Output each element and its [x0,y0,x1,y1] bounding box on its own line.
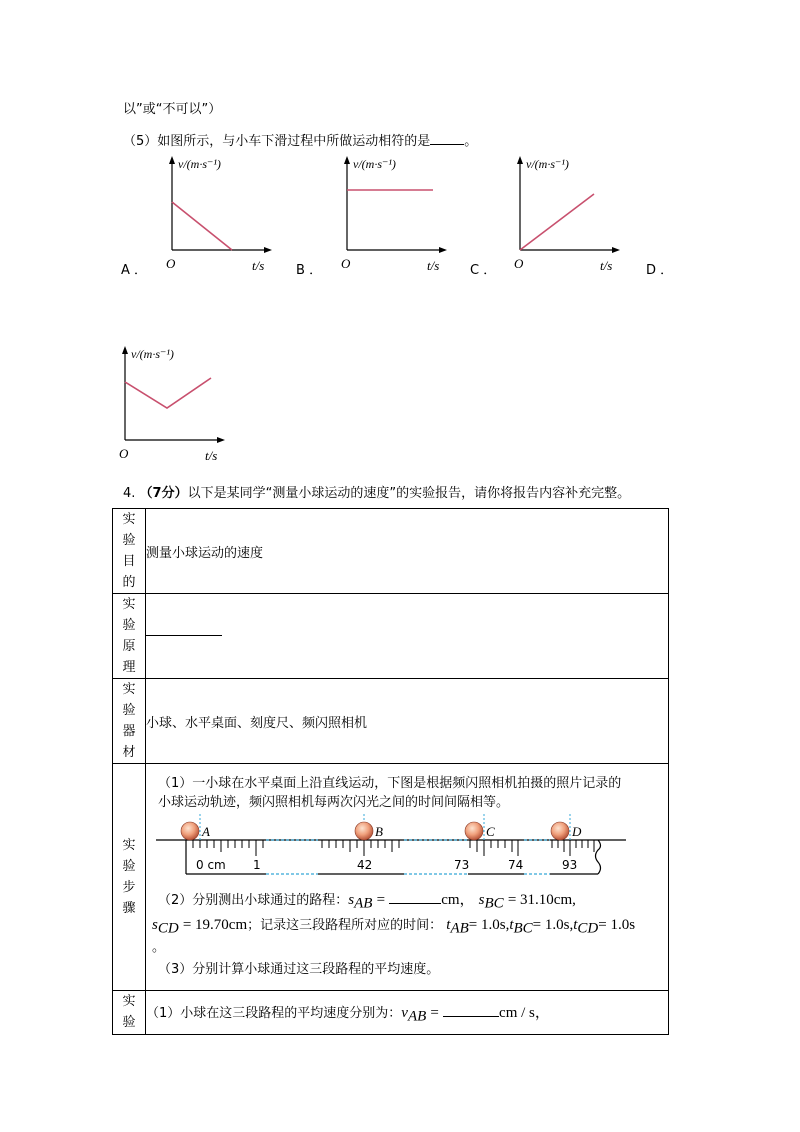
option-c[interactable] [470,259,496,278]
q5-end: 。 [464,134,478,149]
option-b-sep: ． [309,263,323,278]
option-a-sep: ． [134,263,148,278]
head-char: 实 [122,838,136,853]
v-ab-eq: = [430,1005,439,1021]
ball-a [181,822,199,840]
graph-c-origin: O [514,256,524,271]
v-ab-symbol: v [401,1005,408,1021]
head-char: 目 [122,554,136,569]
option-d[interactable] [646,259,673,278]
s-cd-value: = 19.70cm [182,917,248,933]
row-steps [113,764,669,991]
row-principle [113,594,669,679]
row-steps-content [146,764,669,991]
step1-line2: 小球运动轨迹，频闪照相机每两次闪光之间的时间间隔相等。 [158,795,510,810]
ball-b [355,822,373,840]
graph-a [150,150,280,280]
row-purpose-head [113,509,146,594]
step2-prefix: （2）分别测出小球通过的路程： [158,893,349,908]
point-c-label: C [486,824,495,839]
t-cd-value: = 1.0s [598,917,636,933]
graph-d-line [125,378,211,408]
ruler-label-42: 42 [357,858,373,872]
head-char: 的 [122,575,136,590]
q4-text: 以下是某同学“测量小球运动的速度”的实验报告，请你将报告内容补充完整。 [187,486,631,501]
principle-blank[interactable] [146,635,222,636]
option-b-letter: B [296,263,305,278]
s-ab-eq: = [376,892,386,908]
t-bc-sub: BC [513,920,533,937]
graph-a-line [172,202,232,250]
t-ab-symbol: t [446,917,451,933]
graph-d-xlabel: t/s [205,448,218,463]
s-ab-sub: AB [354,895,373,912]
graph-a-ylabel: v/(m·s⁻¹) [178,157,221,171]
q3-tail-text: 以”或“不可以”） [123,102,222,117]
head-char: 验 [122,859,136,874]
q5-answer-blank[interactable] [430,144,464,145]
purpose-text: 测量小球运动的速度 [146,545,264,561]
row-conclusion-head [113,991,146,1035]
graph-d [103,340,233,470]
head-char: 实 [122,597,136,612]
point-b-label: B [375,824,383,839]
s-ab-unit: cm， [441,892,475,908]
head-char: 骤 [122,901,136,916]
ball-c [465,822,483,840]
head-char: 验 [122,703,136,718]
head-char: 验 [122,1015,136,1030]
s-bc-symbol: s [478,892,485,908]
v-ab-unit: cm / s， [499,1005,550,1021]
s-ab-blank[interactable] [389,903,441,904]
report-table [112,508,669,1035]
conclusion-prefix: （1）小球在这三段路程的平均速度分别为： [146,1006,402,1021]
row-purpose [113,509,669,594]
row-conclusion-content [146,991,669,1035]
ruler-label-1: 1 [253,858,261,872]
t-ab-value: = 1.0s [468,917,506,933]
s-cd-sub: CD [157,920,179,937]
row-principle-head [113,594,146,679]
step2-end: 。 [152,940,166,955]
s-bc-sub: BC [484,895,504,912]
option-a[interactable] [121,259,147,278]
graph-a-origin: O [166,256,176,271]
s-ab-symbol: s [348,892,355,908]
step1-line1: （1）一小球在水平桌面上沿直线运动，下图是根据频闪照相机拍摄的照片记录的 [158,776,622,791]
equipment-text: 小球、水平桌面、刻度尺、频闪照相机 [146,715,368,731]
q4-score: （7分） [139,486,188,501]
head-char: 材 [122,745,136,760]
head-char: 实 [122,512,136,527]
s-bc-value: = 31.10cm [507,892,573,908]
head-char: 步 [122,880,136,895]
q5-text: （5）如图所示，与小车下滑过程中所做运动相符的是 [123,134,431,149]
graph-b-ylabel: v/(m·s⁻¹) [353,157,396,171]
option-d-letter: D [646,263,657,278]
q5-question [123,130,477,149]
graph-a-xlabel: t/s [252,258,265,273]
step3-text: （3）分别计算小球通过这三段路程的平均速度。 [158,962,440,977]
q4-heading [123,482,630,501]
s-bc-comma: , [572,892,576,908]
option-b[interactable] [296,259,322,278]
graph-b-xlabel: t/s [427,258,440,273]
graph-b-origin: O [341,256,351,271]
t-bc-symbol: t [509,917,514,933]
head-char: 实 [122,994,136,1009]
q4-number: 4. [123,486,136,501]
row-steps-head [113,764,146,991]
s-cd-symbol: s [152,917,158,933]
t-ab-comma: , [505,917,510,933]
v-ab-sub: AB [407,1008,427,1025]
head-char: 实 [122,682,136,697]
t-cd-sub: CD [577,920,599,937]
graph-c-line [520,194,594,250]
head-char: 验 [122,533,136,548]
t-bc-value: = 1.0s [532,917,570,933]
t-cd-symbol: t [573,917,578,933]
head-char: 理 [122,660,136,675]
head-char: 原 [122,639,136,654]
row-equipment-head [113,679,146,764]
point-a-label: A [202,824,210,839]
row-principle-content [146,594,669,679]
row-purpose-content [146,509,669,594]
row-equipment [113,679,669,764]
step2-line2 [152,914,635,938]
head-char: 器 [122,724,136,739]
graph-c-xlabel: t/s [600,258,613,273]
graph-d-ylabel: v/(m·s⁻¹) [131,347,174,361]
row-conclusion [113,991,669,1035]
step2-line1 [158,888,576,913]
head-char: 验 [122,618,136,633]
option-c-letter: C [470,263,480,278]
graph-b [325,150,455,280]
step2-mid: ；记录这三段路程所对应的时间： [247,918,443,933]
ruler-label-93: 93 [562,858,578,872]
row-equipment-content [146,679,669,764]
ruler-label-74: 74 [508,858,524,872]
option-c-sep: ． [483,263,497,278]
graph-d-origin: O [119,446,129,461]
t-bc-comma: , [569,917,574,933]
point-d-label: D [572,824,582,839]
option-d-sep: ． [660,263,674,278]
v-ab-blank[interactable] [443,1016,499,1017]
option-a-letter: A [121,263,130,278]
ruler-diagram [152,812,632,880]
t-ab-sub: AB [450,920,469,937]
ruler-label-0cm: 0 cm [196,858,226,872]
graph-c-ylabel: v/(m·s⁻¹) [526,157,569,171]
graph-c [498,150,628,280]
ball-d [551,822,569,840]
ruler-label-73: 73 [454,858,470,872]
